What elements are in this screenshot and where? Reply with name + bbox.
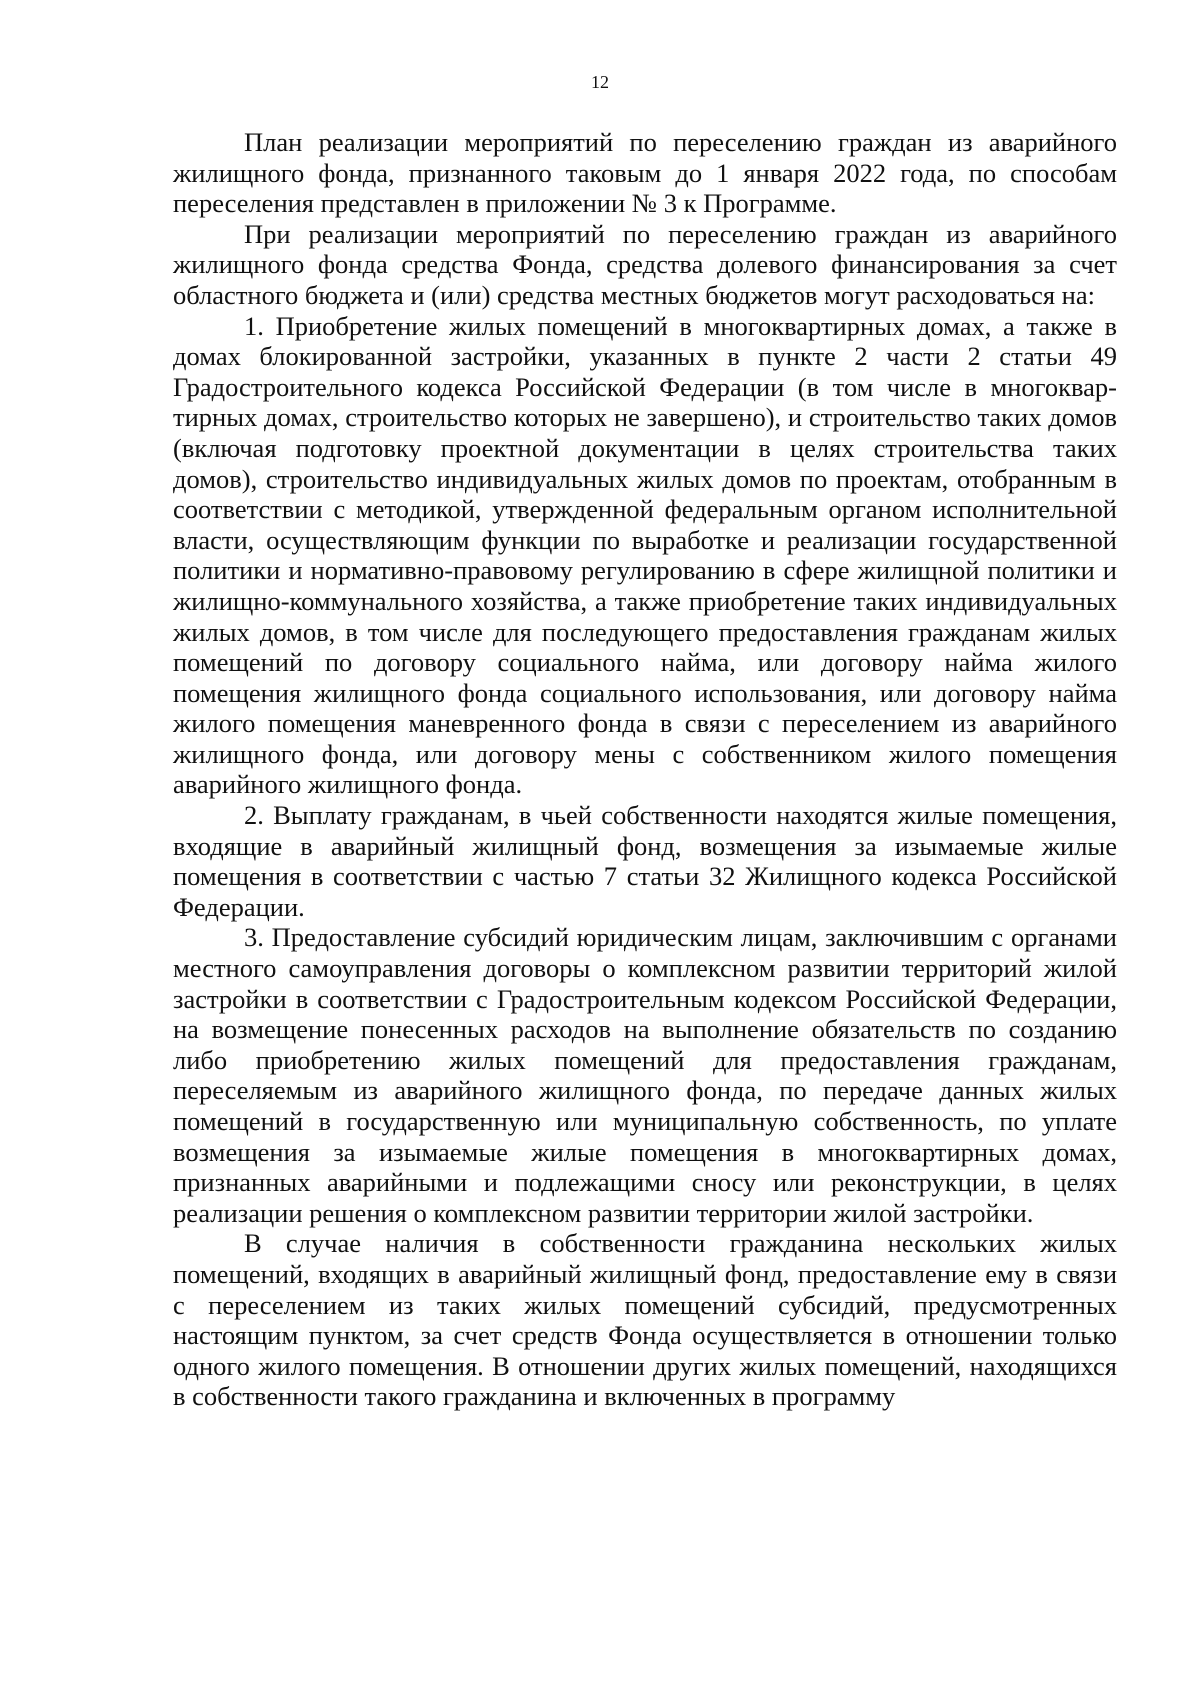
- paragraph-item-2-compensation: 2. Выплату гражданам, в чьей собственности находятся жилые помещения, входящие в аварийный жилищный фонд, возмещения за изымаемые жилые помещения в соответствии с частью 7 статьи 32 Жилищного кодекса Российской Федерации.: [173, 800, 1117, 922]
- paragraph-funding-sources: При реализации мероприятий по переселению граждан из аварийного жилищного фонда средства Фонда, средства долевого финансирования за счет областного бюджета и (или) средства местных бюджетов могут расходоваться на:: [173, 218, 1117, 310]
- document-body: [173, 127, 1117, 1412]
- paragraph-resettlement-plan: План реализации мероприятий по переселению граждан из аварийного жилищного фонда, признанного таковым до 1 января 2022 года, по способам переселения представлен в приложении № 3 к Программе.: [173, 127, 1117, 219]
- paragraph-multiple-dwellings: В случае наличия в собственности гражданина нескольких жилых помещений, входящих в аварийный жилищный фонд, предоставление ему в связи с переселением из таких жилых помещений субсидий, предусмотренных настоящим пунктом, за счет средств Фонда осуществляется в отношении только одного жилого помещения. В отношении других жилых помещений, находящихся в собственности такого гражданина и включенных в программу: [173, 1228, 1117, 1412]
- paragraph-item-3-subsidies: 3. Предоставление субсидий юридическим лицам, заключившим с органами местного самоуправления договоры о комплексном развитии территорий жилой застройки в соответствии с Градостроительным кодексом Российской Федерации, на возмещение понесенных расходов на выполнение обязательств по созданию либо приобретению жилых помещений для предоставления гражданам, переселяемым из аварийного жилищного фонда, по передаче данных жилых помещений в государственную или муниципальную собственность, по уплате возмещения за изымаемые жилые помещения в многоквартирных домах, признанных аварийными и подлежащими сносу или реконструкции, в целях реализации решения о комплексном развитии территории жилой застройки.: [173, 922, 1117, 1228]
- page-number: 12: [591, 72, 609, 92]
- paragraph-item-1-acquisition: 1. Приобретение жилых помещений в многоквартирных домах, а также в домах блокированной застройки, указанных в пункте 2 части 2 статьи 49 Градостроительного кодекса Российской Федерации (в том числе в многоквартирных домах, строительство которых не завершено), и строительство таких домов (включая подготовку проектной документации в целях строительства таких домов), строительство индивидуальных жилых домов по проектам, отобранным в соответствии с методикой, утвержденной федеральным органом исполнительной власти, осуществляющим функции по выработке и реализации государственной политики и нормативно-правовому регулированию в сфере жилищной политики и жилищно-коммунального хозяйства, а также приобретение таких индивидуальных жилых домов, в том числе для последующего предоставления гражданам жилых помещений по договору социального найма, или договору найма жилого помещения жилищного фонда социального использования, или договору найма жилого помещения маневренного фонда в связи с переселением из аварийного жилищного фонда, или договору мены с собственником жилого помещения аварийного жилищного фонда.: [173, 310, 1117, 800]
